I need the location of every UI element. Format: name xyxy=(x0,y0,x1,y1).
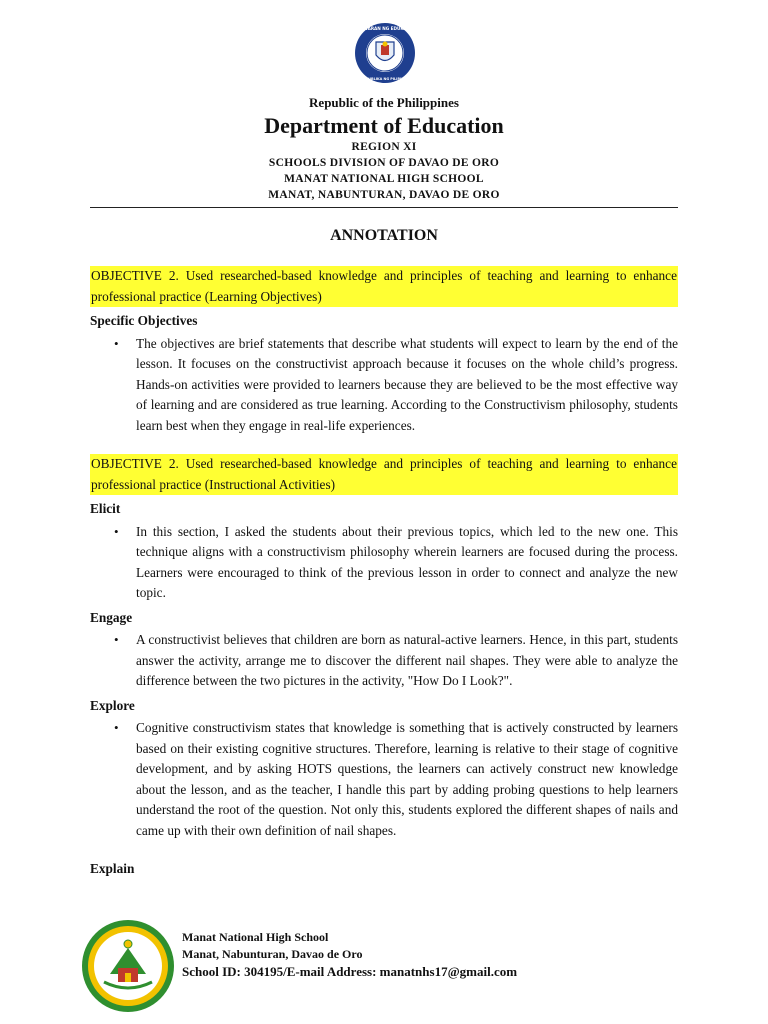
list-item-text: The objectives are brief statements that describe what students will expect to learn by the end of the lesson. It focuses on the constructivist approach because it focuses on the whole child’s progress. Hands-on activities were provided to learners because they are believed to be the most effective way of learning and are considered as true learning. According to the Constructivism philosophy, students learn best when they engage in real-life experiences. xyxy=(136,335,678,433)
header-divider xyxy=(90,207,678,208)
list-item xyxy=(90,718,678,841)
svg-text:KAGAWARAN NG EDUKASYON: KAGAWARAN NG EDUKASYON xyxy=(350,26,420,31)
bullet-glyph: • xyxy=(114,335,119,351)
list-item-text: Cognitive constructivism states that knowledge is something that is actively constructed by learners based on their existing cognitive structures. Therefore, learning is relative to their stage of cognitive development, and by asking HOTS questions, the learners can actively construct new knowledge about the lesson, and as the teacher, I handle this part by adding probing questions to help learners understand the root of the question. Not only this, students explored the different shapes of nails and came up with their own definition of nail shapes. xyxy=(136,720,678,838)
list-item xyxy=(90,630,678,692)
footer-address: Manat, Nabunturan, Davao de Oro xyxy=(182,947,363,961)
list-item-text: In this section, I asked the students about their previous topics, which led to the new one. This technique aligns with a constructivism philosophy wherein learners are focused during the process. Learners were encouraged to think of the previous lesson in order to connect and analyze the new topic. xyxy=(136,523,678,600)
section-heading-explain: Explain xyxy=(90,861,135,876)
list-item xyxy=(90,334,678,437)
department-heading: Department of Education xyxy=(264,113,504,138)
bullet-glyph: • xyxy=(114,523,119,539)
footer-school-name: Manat National High School xyxy=(182,930,329,944)
objective-highlight-1: OBJECTIVE 2. Used researched-based knowledge and principles of teaching and learning to enhance professional practice (Learning Objectives) xyxy=(90,266,678,307)
list-item xyxy=(90,522,678,604)
address-heading: MANAT, NABUNTURAN, DAVAO DE ORO xyxy=(268,189,500,201)
page-title: ANNOTATION xyxy=(330,227,438,244)
list-item-text: A constructivist believes that children are born as natural-active learners. Hence, in this part, students answer the activity, arrange me to discover the different nail shapes. They were able to analyze the difference between the two pictures in the activity, "How Do I Look?". xyxy=(136,632,678,688)
svg-text:REPUBLIKA NG PILIPINAS: REPUBLIKA NG PILIPINAS xyxy=(360,77,410,81)
section-heading-elicit: Elicit xyxy=(90,501,121,516)
school-heading: MANAT NATIONAL HIGH SCHOOL xyxy=(284,173,484,185)
section-heading-engage: Engage xyxy=(90,609,133,625)
specific-objectives-list xyxy=(90,334,678,437)
objective-highlight-2: OBJECTIVE 2. Used researched-based knowledge and principles of teaching and learning to enhance professional practice (Instructional Activities) xyxy=(90,454,678,495)
region-heading: REGION XI xyxy=(351,141,417,153)
elicit-list xyxy=(90,522,678,604)
division-heading: SCHOOLS DIVISION OF DAVAO DE ORO xyxy=(268,157,500,169)
section-heading-specific-objectives: Specific Objectives xyxy=(90,313,198,328)
bullet-glyph: • xyxy=(114,720,119,735)
republic-heading: Republic of the Philippines xyxy=(309,95,459,110)
document-body xyxy=(90,266,678,882)
section-heading-explore: Explore xyxy=(90,697,135,713)
explore-list xyxy=(90,718,678,841)
deped-seal-logo xyxy=(350,22,420,84)
footer-contact-line: School ID: 304195/E-mail Address: manatnhs17@gmail.com xyxy=(182,964,518,979)
footer-contact xyxy=(182,929,662,981)
engage-list xyxy=(90,630,678,692)
bullet-glyph: • xyxy=(114,632,119,647)
school-logo xyxy=(80,918,176,1014)
